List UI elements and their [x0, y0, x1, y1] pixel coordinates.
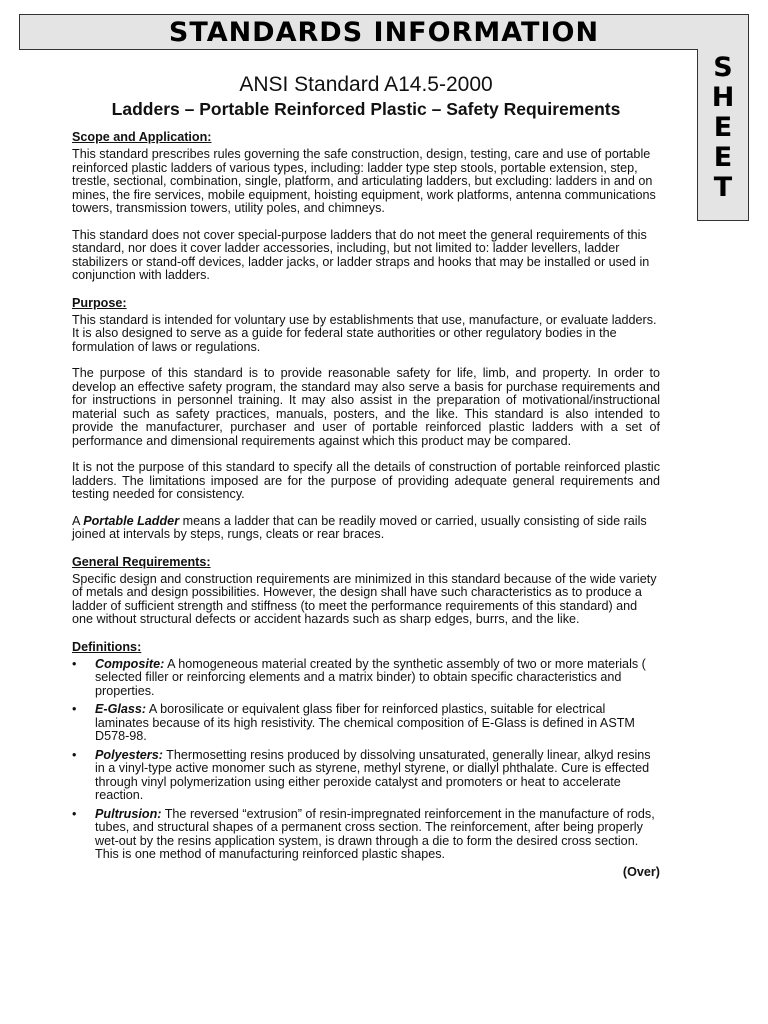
side-tab-letter: H: [711, 82, 735, 113]
bullet-icon: •: [72, 656, 77, 671]
general-requirements-paragraph: Specific design and construction requirements are minimized in this standard because of the wide variety of metals and design possibilities. However, the design shall have such characteristics as to produce a ladder of sufficient strength and stiffness (to meet the performance requirements of this standard) and one without structural defects or accident hazards such as sharp edges, burrs, and the like.: [72, 571, 657, 626]
bullet-icon: •: [72, 702, 77, 716]
definition-text: A borosilicate or equivalent glass fiber for reinforced plastics, suitable for electrical laminates because of its high resistivity. The chemical composition of E-Glass is defined in ASTM D578-98.: [95, 702, 635, 743]
definitions-heading-colon: :: [137, 639, 142, 654]
portable-ladder-term: Portable Ladder: [83, 513, 180, 528]
purpose-paragraph-1: This standard is intended for voluntary use by establishments that use, manufacture, or evaluate ladders. It is also designed to serve as a guide for federal state authorities or other regulatory bodies in the formulation of laws or regulations.: [72, 312, 657, 354]
over-page-indicator: (Over): [622, 864, 660, 879]
definitions-list: [72, 658, 660, 862]
scope-paragraph-1: This standard prescribes rules governing the safe construction, design, testing, care and use of portable reinforced plastic ladders of various types, including: ladder type step stools, portable extension, step, trestle, sectional, combination, single, platform, and articulating ladders, but excluding: ladders in and on mines, the fire services, mobile equipment, hoisting equipment, work platforms, antenna communications towers, transmission towers, utility poles, and chimneys.: [72, 147, 656, 215]
definition-term: Pultrusion:: [95, 806, 162, 821]
sheet-side-tab: [697, 49, 749, 221]
portable-ladder-prefix: A: [72, 513, 84, 528]
list-item: [72, 703, 660, 744]
side-tab-letter: E: [713, 142, 733, 173]
document-body: [72, 72, 660, 879]
list-item: [72, 808, 660, 862]
list-item: [72, 658, 660, 699]
document-title: ANSI Standard A14.5-2000: [239, 73, 493, 96]
definition-term: Polyesters:: [95, 747, 163, 762]
definition-term: E-Glass:: [95, 702, 147, 716]
definition-text: Thermosetting resins produced by dissolving unsaturated, generally linear, alkyd resins in a vinyl-type active monomer such as styrene, methyl styrene, or diallyl phthalate. Cure is effected through vinyl polymerization using either peroxide catalyst and promoters or heat to accelerate reaction.: [95, 747, 651, 802]
definitions-heading-text: Definitions: [72, 639, 138, 654]
scope-heading: Scope and Application:: [72, 130, 212, 144]
definition-text: The reversed “extrusion” of resin-impregnated reinforcement in the manufacture of rods, tubes, and structural shapes of a permanent cross section. The reinforcement, after being properly wet-out by the resins application system, is drawn through a die to form the desired cross section. This is one method of manufacturing reinforced plastic shapes.: [95, 806, 655, 861]
purpose-heading: Purpose:: [72, 295, 127, 310]
general-requirements-heading: General Requirements:: [72, 554, 211, 569]
document-subtitle: Ladders – Portable Reinforced Plastic – Safety Requirements: [111, 99, 621, 119]
bullet-icon: •: [72, 747, 77, 762]
portable-ladder-text: means a ladder that can be readily moved or carried, usually consisting of side rails joined at intervals by steps, rungs, cleats or rear braces.: [72, 513, 647, 541]
purpose-paragraph-2: The purpose of this standard is to provide reasonable safety for life, limb, and property. In order to develop an effective safety program, the standard may also serve a basis for purchase requirements and for instructions in personnel training. It may also assist in the preparation of motivational/instructional material such as safety practices, manuals, posters, and the like. This standard is also intended to provide the manufacturer, purchaser and user of portable reinforced plastic ladders with a set of performance and dimensional requirements against which this product may be compared.: [72, 366, 660, 448]
side-tab-letter: E: [713, 112, 733, 143]
bullet-icon: •: [72, 806, 77, 821]
scope-paragraph-2: This standard does not cover special-purpose ladders that do not meet the general requirements of this standard, nor does it cover ladder accessories, including, but not limited to: ladder levellers, ladder stabilizers or stand-off devices, ladder jacks, or ladder straps and hooks that may be installed or used in conjunction with ladders.: [72, 227, 650, 282]
definition-term: Composite:: [95, 656, 165, 671]
banner-title: STANDARDS INFORMATION: [168, 16, 600, 48]
definitions-heading: [72, 640, 660, 655]
side-tab-letter: T: [713, 172, 733, 203]
portable-ladder-definition: [72, 515, 660, 542]
side-tab-letter: S: [713, 52, 733, 83]
purpose-paragraph-3: It is not the purpose of this standard to specify all the details of construction of portable reinforced plastic ladders. The limitations imposed are for the purpose of providing adequate general requirements and testing needed for consistency.: [72, 460, 660, 501]
definition-text: A homogeneous material created by the synthetic assembly of two or more materials ( selected filler or reinforcing elements and a matrix binder) to obtain specific characteristics and properties.: [95, 656, 646, 698]
list-item: [72, 749, 660, 803]
standards-information-banner: [19, 14, 749, 50]
